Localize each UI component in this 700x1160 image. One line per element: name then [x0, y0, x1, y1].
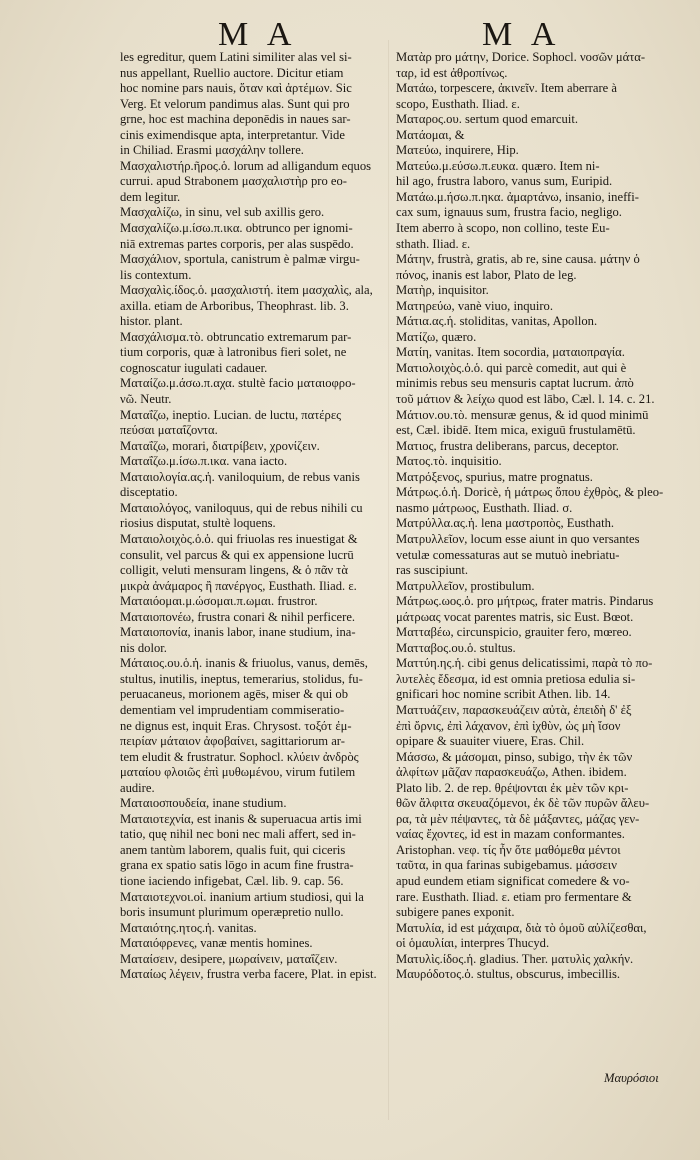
entry-line: disceptatio.	[120, 485, 178, 500]
entry-line: Ματεύω.μ.εύσω.π.ευκα. quæro. Item ni-	[396, 158, 600, 173]
entry-line: Ματαιοπονία, inanis labor, inane studium, ina-	[120, 625, 356, 640]
entry-line: ἀλφίτων μᾶζαν παρασκευάζω, Athen. ibidem.	[396, 765, 627, 780]
entry-line: ne dignus est, inquit Eras. Chrysost. τοξότ ἐμ-	[120, 718, 352, 733]
entry-line: νῶ. Neutr.	[120, 392, 172, 407]
entry-line: gnificari hoc nomine scribit Athen. lib. 14.	[396, 687, 611, 702]
entry-line: dementiam vel imprudentiam commiseratio-	[120, 702, 345, 717]
entry-line: subigere panes exponit.	[396, 905, 515, 920]
entry-line: Ματτυάζειν, παρασκευάζειν αὐτὰ, ἐπειδὴ δ' ἐξ	[396, 702, 632, 717]
catchword: Μαυρόσιοι	[604, 1071, 659, 1085]
entry-line: Ματταβος.ου.ὁ. stultus.	[396, 640, 516, 655]
entry-line: Μάτρως.ωος.ὁ. pro μήτρως, frater matris. Pindarus	[396, 594, 654, 609]
entry-line: λυτελὲς ἔδεσμα, id est omnia pretiosa edulia si-	[396, 671, 636, 686]
entry-line: Μάτρως.ὁ.ἡ. Doricè, ἡ μάτρως ὅπου ἐχθρὸς, & pleo-	[396, 485, 664, 500]
entry-line: πεύσαι ματαΐζοντα.	[120, 423, 218, 438]
entry-line: Ματίζω, quæro.	[396, 329, 477, 344]
entry-line: Ματαίσειν, desipere, μωραίνειν, ματαΐζειν.	[120, 951, 338, 966]
entry-line: Ματὰρ pro μάτην, Dorice. Sophocl. νοσῶν μάτα-	[396, 50, 646, 64]
entry-line: Ματρόξενος, spurius, matre prognatus.	[396, 469, 593, 484]
entry-line: grne, hoc est machina deponēdis in naues sar-	[120, 112, 351, 127]
entry-line: ταῦτα, in qua farinas subigebamus. μάσσειν	[396, 858, 617, 873]
entry-line: boris insumunt plurimum operæpretio nullo.	[120, 905, 344, 920]
entry-line: τοῦ μάτιον & λείχω quod est lābo, Cæl. l. 14. c. 21.	[396, 392, 655, 407]
entry-line: Μάταιος.ου.ὁ.ἡ. inanis & friuolus, vanus, demēs,	[120, 656, 368, 671]
entry-line: Ματαιολόγος, vaniloquus, qui de rebus nihili cu	[120, 500, 363, 515]
entry-line: ἐπὶ ὄρνις, ἐπὶ λάχανον, ἐπὶ ἰχθὺν, ὡς μὴ ἴσον	[396, 718, 621, 733]
entry-line: Ματαιοτεχνοι.οἱ. inanium artium studiosi, qui la	[120, 889, 364, 904]
entry-line: nasmo μάτρωος, Eusthath. Iliad. σ.	[396, 500, 573, 515]
entry-line: ματαίου φλοιῶς ἐπὶ μυθωμένου, virum futilem	[120, 765, 356, 780]
entry-line: audire.	[120, 780, 155, 795]
entry-line: μικρὰ ἀνάμαρος ἢ πανέργος, Eusthath. Iliad. ε.	[120, 578, 357, 593]
entry-line: Ματάομαι, &	[396, 127, 465, 142]
entry-line: cognoscatur iugulati cadauer.	[120, 360, 268, 375]
entry-line: ναίας ἔχοντες, id est in mazam conformantes.	[396, 827, 625, 842]
entry-line: Ματηρεύω, vanè viuo, inquiro.	[396, 298, 553, 313]
entry-line: Ματάω, torpescere, ἀκινεῖν. Item aberrare à	[396, 81, 617, 96]
entry-line: Ματυλία, id est μάχαιρα, διὰ τὸ ὁμοῦ αὐλίζεσθαι,	[396, 920, 647, 935]
entry-line: stultus, inutilis, ineptus, temerarius, stolidus, fu-	[120, 671, 363, 686]
entry-line: Ματαιολοιχὸς.ὁ.ὁ. qui friuolas res inuestigat &	[120, 531, 358, 546]
entry-line: vetulæ comessaturas aut se mutuò inebriatu-	[396, 547, 620, 562]
entry-line: minimis rebus seu mensuris captat lucrum. ἀπὸ	[396, 376, 634, 391]
entry-line: opipare & suauiter viuere, Eras. Chil.	[396, 734, 585, 749]
entry-line: Ματὴρ, inquisitor.	[396, 283, 489, 298]
entry-line: anem tantùm laborem, qualis fuit, qui ciceris	[120, 842, 346, 857]
entry-line: Ματίη, vanitas. Item socordia, ματαιοπραγία.	[396, 345, 625, 360]
left-column	[120, 50, 402, 1120]
entry-line: Μάτια.ας.ἡ. stoliditas, vanitas, Apollon.	[396, 314, 598, 329]
entry-line: Plato lib. 2. de rep. θρέψονται ἐκ μὲν τῶν κρι-	[396, 780, 629, 795]
entry-line: Μασχάλισμα.τὸ. obtruncatio extremarum par-	[120, 329, 352, 344]
entry-line: tatio, quę nihil nec boni nec mali affert, sed in-	[120, 827, 356, 842]
entry-line: Ματαΐζω, ineptio. Lucian. de luctu, πατέρες	[120, 407, 342, 422]
entry-line: Ματαιοσπουδεία, inane studium.	[120, 796, 287, 811]
entry-line: hil ago, frustra laboro, vanus sum, Euripid.	[396, 174, 613, 189]
entry-line: Μασχαλίζω, in sinu, vel sub axillis gero.	[120, 205, 325, 220]
entry-line: tium corporis, quæ à latronibus fieri solet, ne	[120, 345, 347, 360]
entry-line: Ματαιοτεχνία, est inanis & superuacua artis imi	[120, 811, 362, 826]
entry-line: currui. apud Strabonem μασχαλιστὴρ pro eo-	[120, 174, 347, 189]
entry-line: μάτρωας vocat parentes matris, sic Eust. Bœot.	[396, 609, 634, 624]
entry-line: Ματαιότης.ητος.ἡ. vanitas.	[120, 920, 257, 935]
entry-line: apud eundem etiam significat comedere & vo-	[396, 873, 630, 888]
entry-line: Ματαιόομαι.μ.ώσομαι.π.ωμαι. frustror.	[120, 594, 318, 609]
entry-line: Ματαίζω.μ.άσω.π.αχα. stultè facio ματαιοφρο-	[120, 376, 356, 391]
entry-line: histor. plant.	[120, 314, 183, 329]
entry-line: Ματταβέω, circunspicio, grauiter fero, mœreo.	[396, 625, 632, 640]
entry-line: Μασχάλιον, sportula, canistrum è palmæ virgu-	[120, 252, 360, 267]
entry-line: Ματρυλλεῖον, locum esse aiunt in quo versantes	[396, 531, 640, 546]
entry-line: nis dolor.	[120, 640, 167, 655]
entry-line: Ματιολοιχὸς.ὁ.ὁ. qui parcè comedit, aut qui è	[396, 360, 627, 375]
entry-line: cinis eximendisque apta, interpretantur. Vide	[120, 127, 345, 142]
entry-line: nus appellant, Ruellio auctore. Dicitur etiam	[120, 65, 344, 80]
entry-line: θῶν ἄλφιτα σκευαζόμενοι, ἐκ δὲ τῶν πυρῶν ἄλευ-	[396, 796, 650, 811]
entry-line: Ματιος, frustra deliberans, parcus, deceptor.	[396, 438, 619, 453]
entry-line: peruacaneus, morionem agēs, miser & qui ob	[120, 687, 349, 702]
entry-line: tione iaciendo infigebat, Cæl. lib. 9. cap. 56.	[120, 873, 344, 888]
entry-line: Ματαΐζω.μ.ίσω.π.ικα. vana iacto.	[120, 454, 288, 469]
entry-line: ras suscipiunt.	[396, 563, 469, 578]
entry-line: Ματος.τὸ. inquisitio.	[396, 454, 502, 469]
entry-line: Ματυλὶς.ίδος.ἡ. gladius. Ther. ματυλὶς χαλκήν.	[396, 951, 634, 966]
entry-line: Item aberro à scopo, non collino, teste Eu-	[396, 221, 610, 236]
entry-line: rare. Eusthath. Iliad. ε. etiam pro fermentare &	[396, 889, 632, 904]
entry-line: πειρίαν μάταιον ἀφοβαίνει, sagittariorum ar-	[120, 734, 345, 749]
entry-line: Μαυρόδοτος.ὁ. stultus, obscurus, imbecillis.	[396, 967, 621, 982]
entry-line: ταρ, id est ἀθροπίνως.	[396, 65, 508, 80]
entry-line: Μασχαλὶς.ίδος.ὁ. μασχαλιστή. item μασχαλὶς, ala,	[120, 283, 373, 298]
entry-line: dem legitur.	[120, 189, 181, 204]
entry-line: hoc nomine pars nauis, ὅταν καὶ ἀρτέμων. Sic	[120, 81, 352, 96]
entry-line: ρα, τὰ μὲν πέψαντες, τὰ δὲ μάξαντες, μάζας γεν-	[396, 811, 640, 826]
entry-line: cax sum, ignauus sum, frustra facio, negligo.	[396, 205, 622, 220]
entry-line: niā extremas partes corporis, per alas suspēdo.	[120, 236, 354, 251]
entry-line: Μάτην, frustrà, gratis, ab re, sine causa. μάτην ὁ	[396, 252, 640, 267]
entry-line: Ματαιολογία.ας.ἡ. vaniloquium, de rebus vanis	[120, 469, 360, 484]
entry-line: οἱ ὁμαυλίαι, interpres Thucyd.	[396, 936, 550, 951]
entry-line: Ματτύη.ης.ἡ. cibi genus delicatissimi, παρὰ τὸ πο-	[396, 656, 653, 671]
entry-line: Μασχαλιστήρ.ῆρος.ὁ. lorum ad alligandum equos	[120, 158, 372, 173]
entry-line: riosius disputat, stultè loquens.	[120, 516, 276, 531]
entry-line: Ματαίως λέγειν, frustra verba facere, Plat. in epist.	[120, 967, 377, 982]
entry-line: Ματρύλλα.ας.ἡ. lena μαστροπὸς, Eusthath.	[396, 516, 615, 531]
entry-line: Ματεύω, inquirere, Hip.	[396, 143, 519, 158]
running-head-right: M A	[482, 16, 562, 53]
entry-line: Μάσσω, & μάσομαι, pinso, subigo, τὴν ἐκ τῶν	[396, 749, 633, 764]
entry-line: sthath. Iliad. ε.	[396, 236, 471, 251]
entry-line: Μάτιον.ου.τὸ. mensuræ genus, & id quod minimū	[396, 407, 649, 422]
entry-line: est, Cæl. ibidē. Item mica, exiguū frustulamētū.	[396, 423, 636, 438]
entry-line: grana ex spatio satis lōgo in acum fine frustra-	[120, 858, 354, 873]
entry-line: Ματάω.μ.ήσω.π.ηκα. ἀμαρτάνω, insanio, ineffi-	[396, 189, 639, 204]
entry-line: lis contextum.	[120, 267, 192, 282]
right-column	[396, 50, 678, 1120]
entry-line: colligit, veluti mensuram lingens, & ὁ πᾶν τὰ	[120, 563, 348, 578]
entry-line: les egreditur, quem Latini similiter alas vel si-	[120, 50, 352, 64]
entry-line: Verg. Et velorum pandimus alas. Sunt qui pro	[120, 96, 350, 111]
running-head-left: M A	[218, 16, 298, 53]
entry-line: scopo, Eusthath. Iliad. ε.	[396, 96, 520, 111]
entry-line: Ματαΐζω, morari, διατρίβειν, χρονίζειν.	[120, 438, 320, 453]
entry-line: tem eludit & frustratur. Sophocl. κλύειν ἀνδρὸς	[120, 749, 359, 764]
entry-line: Ματαιόφρενες, vanæ mentis homines.	[120, 936, 313, 951]
entry-line: Μασχαλίζω.μ.ίσω.π.ικα. obtrunco per ignomi-	[120, 221, 353, 236]
entry-line: Ματαρος.ου. sertum quod emarcuit.	[396, 112, 578, 127]
entry-line: πόνος, inanis est labor, Plato de leg.	[396, 267, 577, 282]
entry-line: Ματαιοπονέω, frustra conari & nihil perficere.	[120, 609, 356, 624]
entry-line: axilla. etiam de Arboribus, Theophrast. lib. 3.	[120, 298, 349, 313]
entry-line: consulit, vel parcus & qui ex appensione lucrū	[120, 547, 354, 562]
entry-line: in Chiliad. Erasmi μασχάλην tollere.	[120, 143, 304, 158]
entry-line: Aristophan. νεφ. τίς ἦν ὅτε μαθόμεθα μέντοι	[396, 842, 621, 857]
entry-line: Ματρυλλεῖον, prostibulum.	[396, 578, 535, 593]
